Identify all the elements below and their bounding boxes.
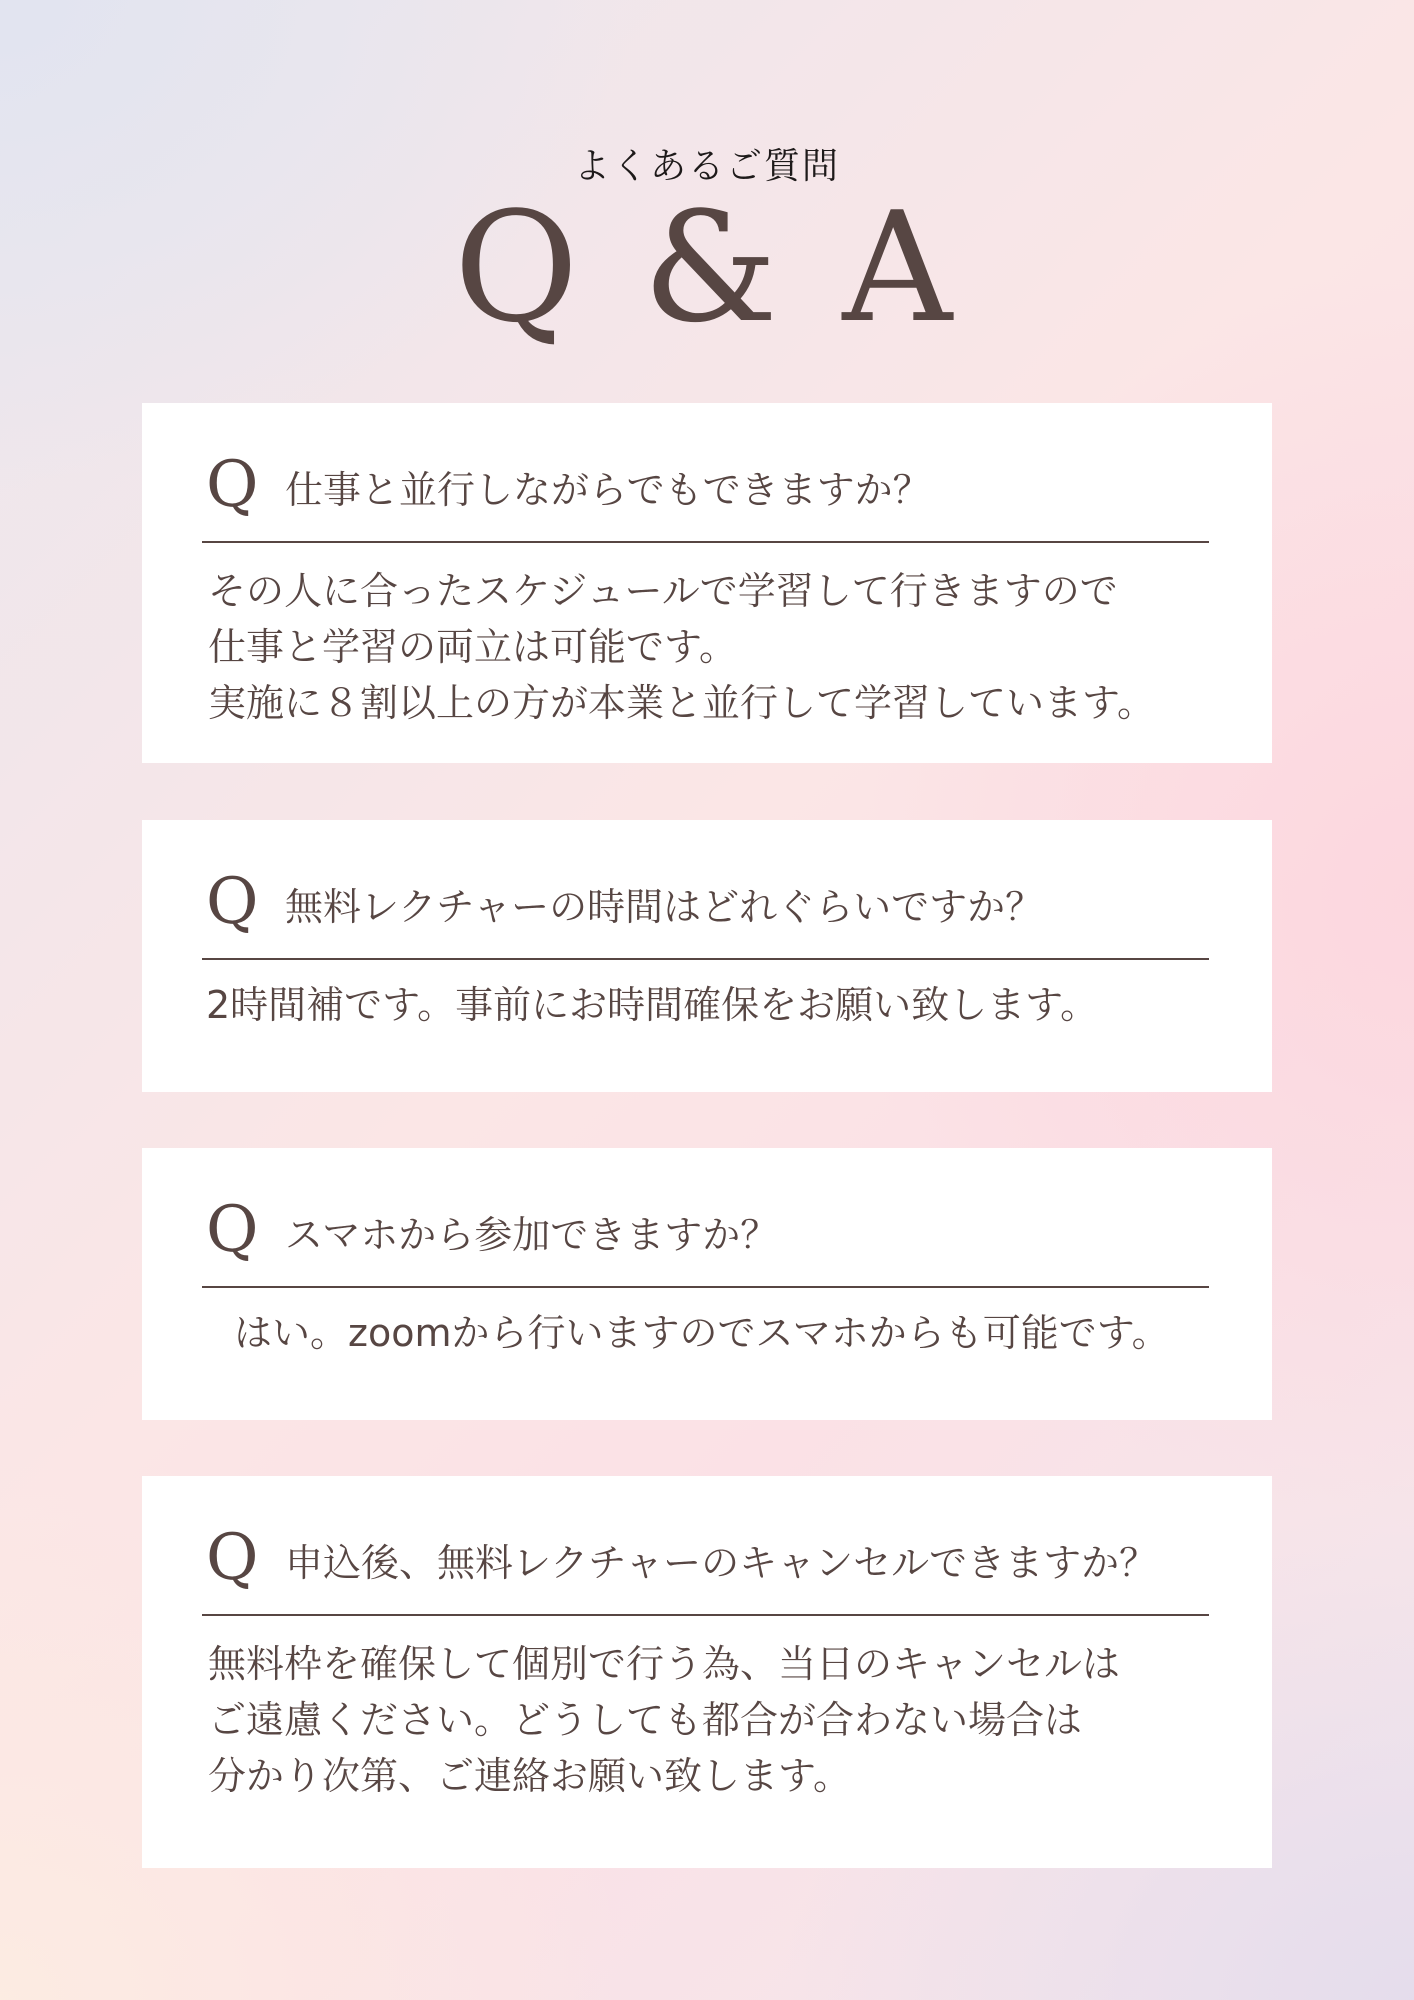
answer-line: はい。zoomから行いますのでスマホからも可能です。 xyxy=(234,1311,1170,1355)
answer-text xyxy=(208,1636,1238,1804)
question-row xyxy=(202,862,1262,942)
question-row xyxy=(202,1518,1262,1598)
faq-card-4 xyxy=(142,1476,1272,1868)
answer-line: 実施に８割以上の方が本業と並行して学習しています。 xyxy=(208,681,1155,725)
divider xyxy=(202,541,1209,543)
faq-card-2 xyxy=(142,820,1272,1092)
answer-line: 2時間補です。事前にお時間確保をお願い致します。 xyxy=(206,983,1099,1027)
answer-line: その人に合ったスケジュールで学習して行きますので xyxy=(208,569,1118,613)
faq-card-1 xyxy=(142,403,1272,763)
question-text: 無料レクチャーの時間はどれぐらいですか？ xyxy=(285,885,1044,929)
faq-card-3 xyxy=(142,1148,1272,1420)
page-subtitle: よくあるご質問 xyxy=(573,146,840,187)
answer-text xyxy=(206,977,1236,1033)
question-text: スマホから参加できますか？ xyxy=(285,1213,779,1257)
answer-line: 仕事と学習の両立は可能です。 xyxy=(208,625,737,669)
divider xyxy=(202,958,1209,960)
divider xyxy=(202,1286,1209,1288)
answer-text xyxy=(234,1305,1264,1361)
question-row xyxy=(202,445,1262,525)
question-row xyxy=(202,1190,1262,1270)
question-mark: Q xyxy=(206,1521,259,1595)
divider xyxy=(202,1614,1209,1616)
answer-text xyxy=(208,563,1238,731)
question-mark: Q xyxy=(206,865,259,939)
answer-line: 無料枠を確保して個別で行う為、当日のキャンセルは xyxy=(208,1642,1121,1686)
page-title: Q & A xyxy=(453,179,961,356)
question-text: 申込後、無料レクチャーのキャンセルできますか？ xyxy=(285,1541,1158,1585)
answer-line: 分かり次第、ご連絡お願い致します。 xyxy=(208,1754,851,1798)
question-mark: Q xyxy=(206,1193,259,1267)
answer-line: ご遠慮ください。どうしても都合が合わない場合は xyxy=(208,1698,1083,1742)
question-text: 仕事と並行しながらでもできますか？ xyxy=(285,468,931,512)
question-mark: Q xyxy=(206,448,259,522)
